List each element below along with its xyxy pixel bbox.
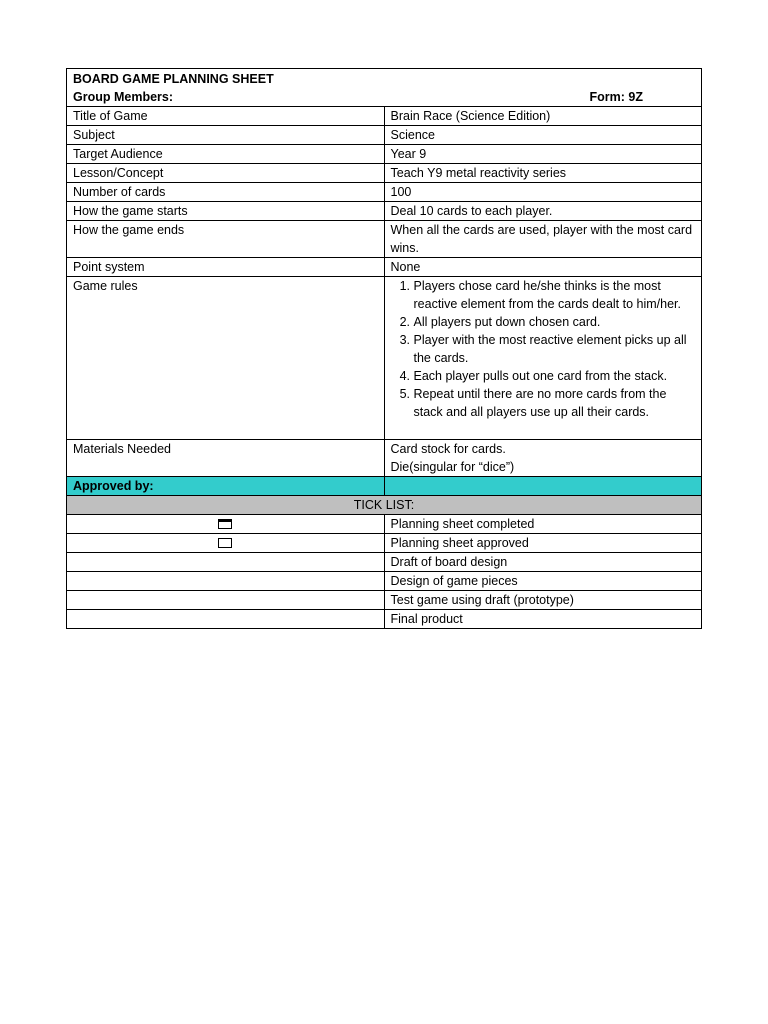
row-game-rules [67, 277, 702, 440]
header-row [67, 69, 702, 107]
rules-list [391, 277, 696, 421]
tick-list-heading: TICK LIST: [67, 496, 702, 515]
sheet-title: BOARD GAME PLANNING SHEET [73, 72, 274, 86]
tick-cell[interactable] [67, 553, 385, 572]
rule-item: 1. Players chose card he/she thinks is the most reactive element from the cards dealt to him/her. [414, 277, 696, 313]
row-value: Deal 10 cards to each player. [384, 202, 702, 221]
materials-line: Card stock for cards. [390, 442, 506, 456]
row-how-game-starts [67, 202, 702, 221]
tick-row [67, 534, 702, 553]
rule-item: 5. Repeat until there are no more cards from the stack and all players use up all their cards. [414, 385, 696, 421]
row-label: Point system [67, 258, 385, 277]
materials-line: Die(singular for “dice”) [390, 460, 515, 474]
row-target-audience [67, 145, 702, 164]
tick-item: Design of game pieces [384, 572, 702, 591]
tick-item: Test game using draft (prototype) [384, 591, 702, 610]
group-members-label: Group Members: [73, 90, 174, 104]
tick-item: Final product [384, 610, 702, 629]
row-value [384, 440, 702, 477]
tick-row [67, 553, 702, 572]
tick-row [67, 591, 702, 610]
row-subject [67, 126, 702, 145]
approved-row [67, 477, 702, 496]
tick-row [67, 572, 702, 591]
checkbox-icon[interactable] [218, 538, 232, 548]
row-value: Brain Race (Science Edition) [384, 107, 702, 126]
row-label: Materials Needed [67, 440, 385, 477]
tick-item: Draft of board design [384, 553, 702, 572]
row-materials [67, 440, 702, 477]
row-value: None [384, 258, 702, 277]
planning-sheet [66, 68, 702, 629]
tick-cell[interactable] [67, 534, 385, 553]
tick-cell[interactable] [67, 572, 385, 591]
tick-cell[interactable] [67, 591, 385, 610]
row-title-of-game [67, 107, 702, 126]
row-label: Subject [67, 126, 385, 145]
row-label: Title of Game [67, 107, 385, 126]
planning-table [66, 68, 702, 629]
row-label: Lesson/Concept [67, 164, 385, 183]
row-lesson-concept [67, 164, 702, 183]
tick-row [67, 610, 702, 629]
approved-value[interactable] [384, 477, 702, 496]
row-value: 100 [384, 183, 702, 202]
tick-list-header-row [67, 496, 702, 515]
row-point-system [67, 258, 702, 277]
tick-cell[interactable] [67, 515, 385, 534]
row-value: Year 9 [384, 145, 702, 164]
tick-item: Planning sheet completed [384, 515, 702, 534]
form-label: Form: 9Z [589, 90, 643, 104]
tick-item: Planning sheet approved [384, 534, 702, 553]
row-label: Target Audience [67, 145, 385, 164]
row-how-game-ends [67, 221, 702, 258]
row-value: Teach Y9 metal reactivity series [384, 164, 702, 183]
row-label: How the game starts [67, 202, 385, 221]
row-label: Game rules [67, 277, 385, 440]
row-number-of-cards [67, 183, 702, 202]
approved-label: Approved by: [67, 477, 385, 496]
checkbox-icon[interactable] [218, 519, 232, 529]
rule-item: 3. Player with the most reactive element picks up all the cards. [414, 331, 696, 367]
row-value: Science [384, 126, 702, 145]
rule-item: 2. All players put down chosen card. [414, 313, 696, 331]
row-value: When all the cards are used, player with the most card wins. [384, 221, 702, 258]
row-label: Number of cards [67, 183, 385, 202]
rule-item: 4. Each player pulls out one card from the stack. [414, 367, 696, 385]
tick-row [67, 515, 702, 534]
header-cell [67, 69, 702, 107]
tick-cell[interactable] [67, 610, 385, 629]
rules-cell [384, 277, 702, 440]
row-label: How the game ends [67, 221, 385, 258]
